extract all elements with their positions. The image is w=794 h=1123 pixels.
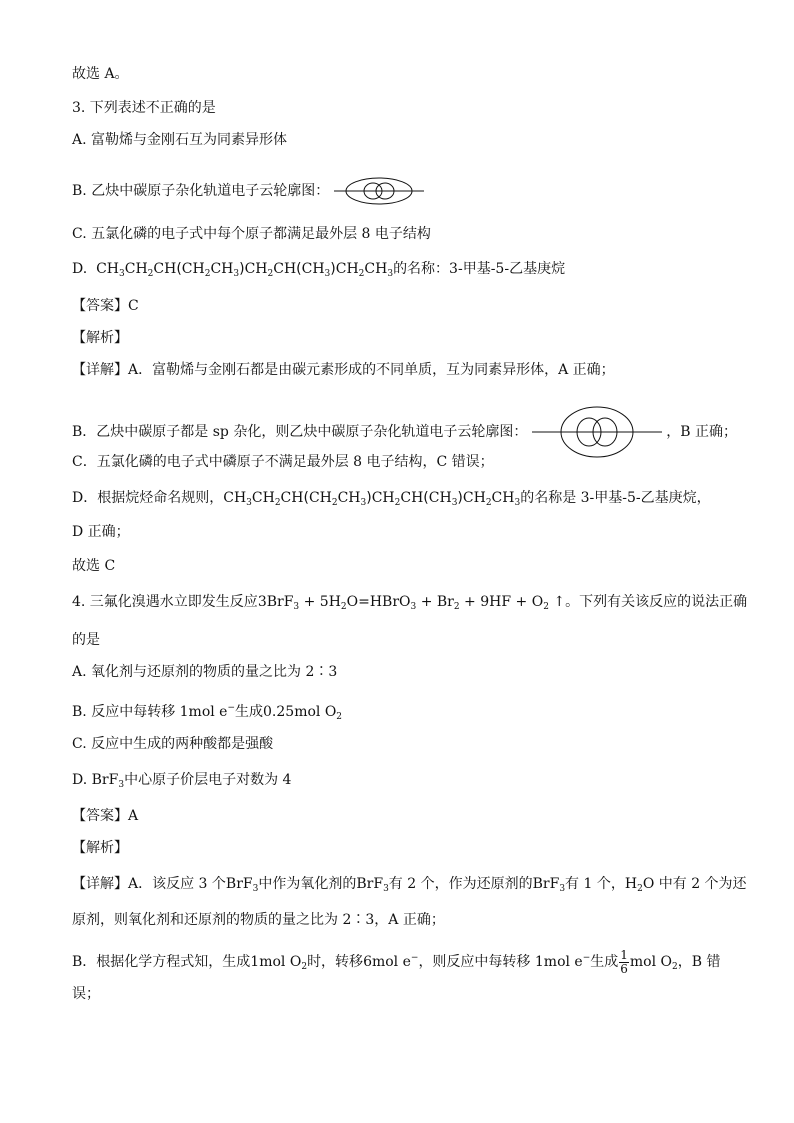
- detail-text: D．根据烷烃命名规则，: [72, 490, 224, 506]
- answer-tag: 【答案】: [72, 808, 128, 824]
- detail-text: 生成: [590, 954, 619, 970]
- question-4-detail-a: 【详解】A．该反应 3 个BrF$_3$中作为氧化剂的BrF$_3$有 2 个，作为还原剂的BrF$_3$有 1 个，$H_2O$ 中有 2 个为还: [72, 876, 747, 894]
- question-4-option-c: C. 反应中生成的两种酸都是强酸: [72, 736, 274, 752]
- option-text: 中心原子价层电子对数为 4: [124, 772, 292, 788]
- question-4-detail-a-cont: 原剂，则氧化剂和还原剂的物质的量之比为 2∶3，A 正确；: [72, 912, 445, 928]
- detail-text: O 中有 2 个为还: [642, 876, 747, 892]
- detail-text: A．富勒烯与金刚石都是由碳元素形成的不同单质，互为同素异形体，A 正确；: [128, 362, 615, 378]
- formula: mol $O_2$: [629, 954, 678, 972]
- fraction-one-sixth: $\frac{1}{6}$: [620, 947, 628, 976]
- question-3-analysis-tag: 【解析】: [72, 330, 128, 346]
- detail-text: ，则反应中每转移 1mol e: [418, 954, 583, 970]
- detail-text: 有 2 个，作为还原剂的: [388, 876, 533, 892]
- detail-text: 的名称是 3-甲基-5-乙基庚烷，: [520, 490, 711, 506]
- detail-text: 时，转移: [307, 954, 364, 970]
- question-3-option-b: [72, 176, 424, 206]
- option-text: 生成: [235, 704, 264, 720]
- question-4-stem-cont: 的是: [72, 632, 100, 648]
- detail-text: 中作为氧化剂的: [258, 876, 357, 892]
- question-4-detail-b: B．根据化学方程式知，生成1mol $O_2$时，转移6mol e−，则反应中每转移 1mol e−生成 $\frac{1}{6}$ mol $O_2$，B 错: [72, 947, 721, 976]
- formula: $CH_3CH_2CH(CH_2CH_3)CH_2CH(CH_3)CH_2CH_3$: [223, 490, 521, 508]
- formula: 6mol e−: [363, 953, 419, 970]
- question-4-analysis-tag: 【解析】: [72, 840, 128, 856]
- question-4-option-a: A. 氧化剂与还原剂的物质的量之比为 2∶3: [72, 664, 338, 680]
- question-4-stem: [72, 592, 747, 617]
- sp-orbital-diagram-large: [532, 404, 662, 460]
- option-label: D.: [72, 772, 88, 788]
- detail-tag: 【详解】: [72, 362, 128, 378]
- question-4-option-d: [72, 770, 291, 795]
- question-4-answer: [72, 806, 138, 826]
- option-d-label: D.: [72, 261, 88, 277]
- question-3-conclusion: 故选 C: [72, 558, 116, 574]
- question-3-option-a: A. 富勒烯与金刚石互为同素异形体: [72, 132, 288, 148]
- formula: BrF$_3$: [225, 876, 259, 894]
- option-text: B. 反应中每转移 1mol e: [72, 704, 228, 720]
- question-3-stem: 3. 下列表述不正确的是: [72, 100, 216, 116]
- detail-tag: 【详解】: [72, 876, 128, 892]
- formula: BrF$_3$: [532, 876, 566, 894]
- detail-text: ，B 错: [677, 954, 721, 970]
- stem-text: 4. 三氟化溴遇水立即发生反应: [72, 594, 258, 610]
- question-4-option-b: B. 反应中每转移 1mol e−生成0.25mol $O_2$: [72, 703, 343, 722]
- answer-value: A: [128, 808, 139, 824]
- question-3-detail-d: [72, 488, 711, 513]
- answer-tag: 【答案】: [72, 298, 128, 314]
- option-b-text: B. 乙炔中碳原子杂化轨道电子云轮廓图：: [72, 183, 330, 199]
- option-d-text: 的名称：3-甲基-5-乙基庚烷: [393, 261, 566, 277]
- question-3-detail-c: C．五氯化磷的电子式中磷原子不满足最外层 8 电子结构，C 错误；: [72, 454, 494, 470]
- formula: BrF$_3$: [356, 876, 389, 894]
- formula: 1mol $O_2$: [250, 954, 308, 972]
- answer-value: C: [128, 298, 139, 314]
- formula: $CH_3CH_2CH(CH_2CH_3)CH_2CH(CH_3)CH_2CH_3$: [91, 261, 394, 279]
- question-3-option-d: [72, 259, 565, 284]
- formula: BrF$_3$: [87, 772, 125, 790]
- text-line: 故选 A。: [72, 66, 129, 82]
- detail-text: B．根据化学方程式知，生成: [72, 954, 251, 970]
- question-3-detail-a: [72, 360, 615, 380]
- detail-text: ，B 正确；: [666, 424, 737, 440]
- stem-text: 。下列有关该反应的说法正确: [565, 594, 748, 610]
- detail-text: 有 1 个，H: [565, 876, 638, 892]
- question-3-detail-d-cont: D 正确；: [72, 524, 130, 540]
- question-3-answer: [72, 296, 139, 316]
- question-3-option-c: C. 五氯化磷的电子式中每个原子都满足最外层 8 电子结构: [72, 226, 431, 242]
- sp-orbital-diagram-small: [334, 176, 424, 206]
- detail-text: B．乙炔中碳原子都是 sp 杂化，则乙炔中碳原子杂化轨道电子云轮廓图：: [72, 424, 528, 440]
- detail-text: A．该反应 3 个: [128, 876, 226, 892]
- equation: $3BrF_3 + 5H_2O=HBrO_3 + Br_2 + 9HF + O_2$ ↑: [257, 594, 566, 612]
- formula: 0.25mol $O_2$: [263, 704, 343, 722]
- question-4-detail-b-cont: 误；: [72, 986, 100, 1002]
